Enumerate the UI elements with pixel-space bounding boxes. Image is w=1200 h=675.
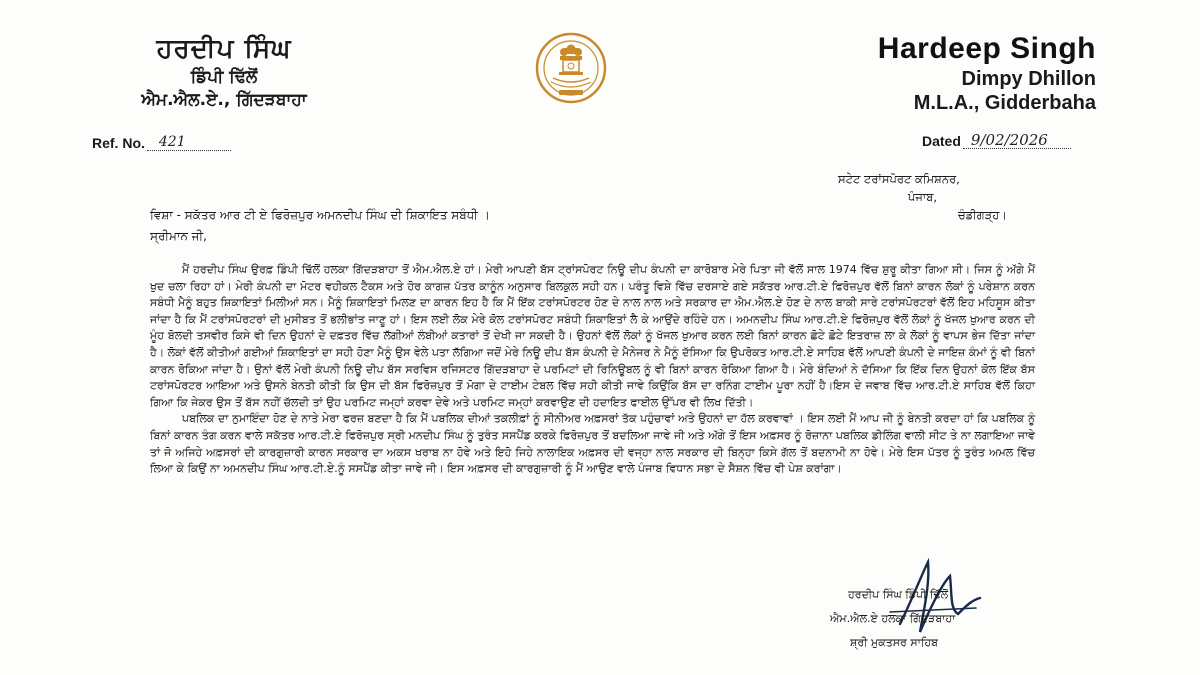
- signature-block: [820, 562, 1060, 672]
- body-paragraph: ਪਬਲਿਕ ਦਾ ਨੁਮਾਇੰਦਾ ਹੋਣ ਦੇ ਨਾਤੇ ਮੇਰਾ ਫਰਜ਼ ਬਣਦਾ ਹੈ ਕਿ ਮੈਂ ਪਬਲਿਕ ਦੀਆਂ ਤਕਲੀਫ਼ਾਂ ਨੂੰ ਸੀਨੀਅਰ ਅਫ਼ਸਰਾਂ ਤੱਕ ਪਹੁੰਚਾਵਾਂ ਅਤੇ ਉਹਨਾਂ ਦਾ ਹੱਲ ਕਰਵਾਵਾਂ । ਇਸ ਲਈ ਮੈਂ ਆਪ ਜੀ ਨੂੰ ਬੇਨਤੀ ਕਰਦਾ ਹਾਂ ਕਿ ਪਬਲਿਕ ਨੂੰ ਬਿਨਾਂ ਕਾਰਨ ਤੰਗ ਕਰਨ ਵਾਲੇ ਸਕੱਤਰ ਆਰ.ਟੀ.ਏ ਫਿਰੋਜ਼ਪੁਰ ਸ੍ਰੀ ਮਨਦੀਪ ਸਿੰਘ ਨੂੰ ਤੁਰੰਤ ਸਸਪੈਂਡ ਕਰਕੇ ਫਿਰੋਜ਼ਪੁਰ ਤੋਂ ਬਦਲਿਆ ਜਾਵੇ ਜੀ ਅਤੇ ਅੱਗੇ ਤੋਂ ਇਸ ਅਫ਼ਸਰ ਨੂੰ ਰੋਜ਼ਾਨਾ ਪਬਲਿਕ ਡੀਲਿੰਗ ਵਾਲੀ ਸੀਟ ਤੇ ਨਾ ਲਗਾਇਆ ਜਾਵੇ ਤਾਂ ਜੋ ਅਜਿਹੇ ਅਫ਼ਸਰਾਂ ਦੀ ਕਾਰਗੁਜ਼ਾਰੀ ਕਾਰਨ ਸਰਕਾਰ ਦਾ ਅਕਸ ਖਰਾਬ ਨਾ ਹੋਵੇ ਅਤੇ ਇਹੋ ਜਿਹੇ ਨਾਲਾਇਕ ਅਫ਼ਸਰ ਦੀ ਵਜ੍ਹਾ ਨਾਲ ਸਰਕਾਰ ਦੀ ਬਿਨ੍ਹਾ ਕਿਸੇ ਗੱਲ ਤੋਂ ਬਦਨਾਮੀ ਨਾ ਹੋਵੇ। ਮੇਰੇ ਇਸ ਪੱਤਰ ਨੂੰ ਤੁਰੰਤ ਅਮਲ ਵਿੱਚ ਲਿਆ ਕੇ ਕਿਉਂ ਨਾ ਅਮਨਦੀਪ ਸਿੰਘ ਆਰ.ਟੀ.ਏ.ਨੂੰ ਸਸਪੈਂਡ ਕੀਤਾ ਜਾਵੇ ਜੀ। ਇਸ ਅਫ਼ਸਰ ਦੀ ਕਾਰਗੁਜ਼ਾਰੀ ਨੂੰ ਮੈਂ ਆਉਣ ਵਾਲੇ ਪੰਜਾਬ ਵਿਧਾਨ ਸਭਾ ਦੇ ਸੈਸ਼ਨ ਵਿੱਚ ਵੀ ਪੇਸ਼ ਕਰਾਂਗਾ।: [150, 412, 1035, 476]
- addressee-line: ਸਟੇਟ ਟਰਾਂਸਪੋਰਟ ਕਮਿਸ਼ਨਰ,: [838, 172, 960, 186]
- subject-line: ਵਿਸ਼ਾ - ਸਕੱਤਰ ਆਰ ਟੀ ਏ ਫਿਰੋਜ਼ਪੁਰ ਅਮਨਦੀਪ ਸਿੰਘ ਦੀ ਸ਼ਿਕਾਇਤ ਸਬੰਧੀ ।: [150, 208, 490, 222]
- addressee-line: ਪੰਜਾਬ,: [908, 190, 938, 204]
- salutation: ਸ੍ਰੀਮਾਨ ਜੀ,: [150, 229, 207, 243]
- signatory-post: ਐਮ.ਐਲ.ਏ ਹਲਕਾ ਗਿੱਦੜਬਾਹਾ: [830, 612, 956, 625]
- letterhead-nickname-punjabi: ਡਿੰਪੀ ਢਿੱਲੋਂ: [190, 67, 258, 87]
- body-paragraph: ਮੈਂ ਹਰਦੀਪ ਸਿੰਘ ਉਰਫ਼ ਡਿੰਪੀ ਢਿੱਲੋਂ ਹਲਕਾ ਗਿੱਦੜਬਾਹਾ ਤੋਂ ਐਮ.ਐਲ.ਏ ਹਾਂ। ਮੇਰੀ ਆਪਣੀ ਬੱਸ ਟ੍ਰਾਂਸਪੋਰਟ ਨਿਊ ਦੀਪ ਕੰਪਨੀ ਦਾ ਕਾਰੋਬਾਰ ਮੇਰੇ ਪਿਤਾ ਜੀ ਵੱਲੋਂ ਸਾਲ 1974 ਵਿੱਚ ਸ਼ੁਰੂ ਕੀਤਾ ਗਿਆ ਸੀ। ਜਿਸ ਨੂੰ ਅੱਗੇ ਮੈਂ ਖੁਦ ਚਲਾ ਰਿਹਾ ਹਾਂ। ਮੇਰੀ ਕੰਪਨੀ ਦਾ ਮੋਟਰ ਵਹੀਕਲ ਟੈਕਸ ਅਤੇ ਹੋਰ ਕਾਗਜ਼ ਪੱਤਰ ਕਾਨੂੰਨ ਅਨੁਸਾਰ ਬਿਲਕੁਲ ਸਹੀ ਹਨ। ਪਰੰਤੂ ਵਿਸ਼ੇ ਵਿੱਚ ਦਰਸਾਏ ਗਏ ਸਕੱਤਰ ਆਰ.ਟੀ.ਏ ਫਿਰੋਜ਼ਪੁਰ ਵੱਲੋਂ ਬਿਨਾਂ ਕਾਰਨ ਲੋਕਾਂ ਨੂੰ ਪਰੇਸ਼ਾਨ ਕਰਨ ਸਬੰਧੀ ਮੈਨੂੰ ਬਹੁਤ ਸ਼ਿਕਾਇਤਾਂ ਮਿਲੀਆਂ ਸਨ। ਮੈਨੂੰ ਸ਼ਿਕਾਇਤਾਂ ਮਿਲਣ ਦਾ ਕਾਰਨ ਇਹ ਹੈ ਕਿ ਮੈਂ ਇੱਕ ਟਰਾਂਸਪੋਰਟਰ ਹੋਣ ਦੇ ਨਾਲ ਨਾਲ ਅਤੇ ਸਰਕਾਰ ਦਾ ਐਮ.ਐਲ.ਏ ਹੋਣ ਦੇ ਨਾਲ ਬਾਕੀ ਸਾਰੇ ਟਰਾਂਸਪੋਰਟਰਾਂ ਵੱਲੋਂ ਇਹ ਮਹਿਸੂਸ ਕੀਤਾ ਜਾਂਦਾ ਹੈ ਕਿ ਮੈਂ ਟਰਾਂਸਪੋਰਟਰਾਂ ਦੀ ਮੁਸੀਬਤ ਤੋਂ ਭਲੀਭਾਂਤ ਜਾਣੂ ਹਾਂ। ਇਸ ਲਈ ਲੋਕ ਮੇਰੇ ਕੋਲ ਟਰਾਂਸਪੋਰਟ ਸਬੰਧੀ ਸ਼ਿਕਾਇਤਾਂ ਲੈ ਕੇ ਆਉਂਦੇ ਰਹਿੰਦੇ ਹਨ। ਅਮਨਦੀਪ ਸਿੰਘ ਆਰ.ਟੀ.ਏ ਫਿਰੋਜ਼ਪੁਰ ਵੱਲੋਂ ਲੋਕਾਂ ਨੂੰ ਖੱਜਲ ਖੁਆਰ ਕਰਨ ਦੀ ਮੂੰਹ ਬੋਲਦੀ ਤਸਵੀਰ ਕਿਸੇ ਵੀ ਦਿਨ ਉਹਨਾਂ ਦੇ ਦਫ਼ਤਰ ਵਿੱਚ ਲੱਗੀਆਂ ਲੰਬੀਆਂ ਕਤਾਰਾਂ ਤੋਂ ਦੇਖੀ ਜਾ ਸਕਦੀ ਹੈ। ਉਹਨਾਂ ਵੱਲੋਂ ਲੋਕਾਂ ਨੂੰ ਖੱਜਲ ਖੁਆਰ ਕਰਨ ਲਈ ਬਿਨਾਂ ਕਾਰਨ ਛੋਟੇ ਛੋਟੇ ਇਤਰਾਜ਼ ਲਾ ਕੇ ਲੋਕਾਂ ਨੂੰ ਵਾਪਸ ਭੇਜ ਦਿੱਤਾ ਜਾਂਦਾ ਹੈ। ਲੋਕਾਂ ਵੱਲੋਂ ਕੀਤੀਆਂ ਗਈਆਂ ਸ਼ਿਕਾਇਤਾਂ ਦਾ ਸਹੀ ਹੋਣਾ ਮੈਨੂੰ ਉਸ ਵੇਲੇ ਪਤਾ ਲੱਗਿਆ ਜਦੋਂ ਮੇਰੇ ਨਿਊ ਦੀਪ ਬੱਸ ਕੰਪਨੀ ਦੇ ਮੈਨੇਜਰ ਨੇ ਮੈਨੂੰ ਦੱਸਿਆ ਕਿ ਉਪਰੋਕਤ ਆਰ.ਟੀ.ਏ ਸਾਹਿਬ ਵੱਲੋਂ ਆਪਣੀ ਕੰਪਨੀ ਦੇ ਜਾਇਜ਼ ਕੰਮਾਂ ਨੂੰ ਵੀ ਬਿਨਾਂ ਕਾਰਨ ਰੋਕਿਆ ਜਾਂਦਾ ਹੈ। ਉਨਾਂ ਵੱਲੋਂ ਮੇਰੀ ਕੰਪਨੀ ਨਿਊ ਦੀਪ ਬੱਸ ਸਰਵਿਸ ਰਜਿਸਟਰ ਗਿੱਦੜਬਾਹਾ ਦੇ ਪਰਮਿਟਾਂ ਦੀ ਰਿਨਿਊਬਲ ਨੂੰ ਵੀ ਬਿਨਾਂ ਕਾਰਨ ਰੋਕਿਆ ਗਿਆ ਹੈ। ਮੇਰੇ ਬੰਦਿਆਂ ਨੇ ਦੱਸਿਆ ਕਿ ਇੱਕ ਦਿਨ ਉਹਨਾਂ ਕੋਲ ਇੱਕ ਬੱਸ ਟਰਾਂਸਪੋਰਟਰ ਆਇਆ ਅਤੇ ਉਸਨੇ ਬੇਨਤੀ ਕੀਤੀ ਕਿ ਉਸ ਦੀ ਬੱਸ ਫਿਰੋਜ਼ਪੁਰ ਤੋਂ ਮੋਗਾ ਦੇ ਟਾਈਮ ਟੇਬਲ ਵਿੱਚ ਸਹੀ ਕੀਤੀ ਜਾਵੇ ਕਿਉਂਕਿ ਬੱਸ ਦਾ ਰਨਿੰਗ ਟਾਈਮ ਪੂਰਾ ਨਹੀਂ ਹੈ।ਇਸ ਦੇ ਜਵਾਬ ਵਿੱਚ ਆਰ.ਟੀ.ਏ ਸਾਹਿਬ ਵੱਲੋਂ ਕਿਹਾ ਗਿਆ ਕਿ ਜੇਕਰ ਉਸ ਤੋਂ ਬੱਸ ਨਹੀਂ ਚੱਲਦੀ ਤਾਂ ਉਹ ਪਰਮਿਟ ਜਮ੍ਹਾਂ ਕਰਵਾ ਦੇਵੇ ਅਤੇ ਪਰਮਿਟ ਜਮ੍ਹਾਂ ਕਰਵਾਉਣ ਦੀ ਹਦਾਇਤ ਫਾਈਲ ਉੱਪਰ ਵੀ ਲਿਖ ਦਿੱਤੀ।: [150, 263, 1035, 409]
- addressee-line: ਚੰਡੀਗੜ੍ਹ।: [958, 208, 1008, 222]
- signatory-district: ਸ਼੍ਰੀ ਮੁਕਤਸਰ ਸਾਹਿਬ: [850, 636, 939, 649]
- date-value: 9/02/2026: [970, 131, 1048, 149]
- letterhead-post-english: M.L.A., Gidderbaha: [913, 92, 1096, 114]
- addressee-block: [838, 170, 1038, 224]
- letterhead-english: [878, 32, 1096, 115]
- reference-value: 421: [158, 134, 186, 150]
- letter-body: [150, 262, 1035, 478]
- date-line: [922, 133, 1071, 149]
- date-label: Dated: [922, 133, 961, 149]
- reference-number: [92, 135, 231, 151]
- letterhead-name-punjabi: ਹਰਦੀਪ ਸਿੰਘ: [156, 34, 292, 64]
- reference-label: Ref. No.: [92, 135, 145, 151]
- letterhead-nickname-english: Dimpy Dhillon: [961, 68, 1096, 90]
- letterhead-punjabi: [84, 34, 364, 110]
- letterhead-post-punjabi: ਐਮ.ਐਲ.ਏ., ਗਿੱਦੜਬਾਹਾ: [141, 90, 307, 110]
- signatory-name: ਹਰਦੀਪ ਸਿੰਘ ਡਿੰਪੀ ਢਿੱਲੋਂ: [848, 588, 949, 601]
- state-emblem-icon: [535, 32, 607, 104]
- letterhead-name-english: Hardeep Singh: [877, 32, 1096, 65]
